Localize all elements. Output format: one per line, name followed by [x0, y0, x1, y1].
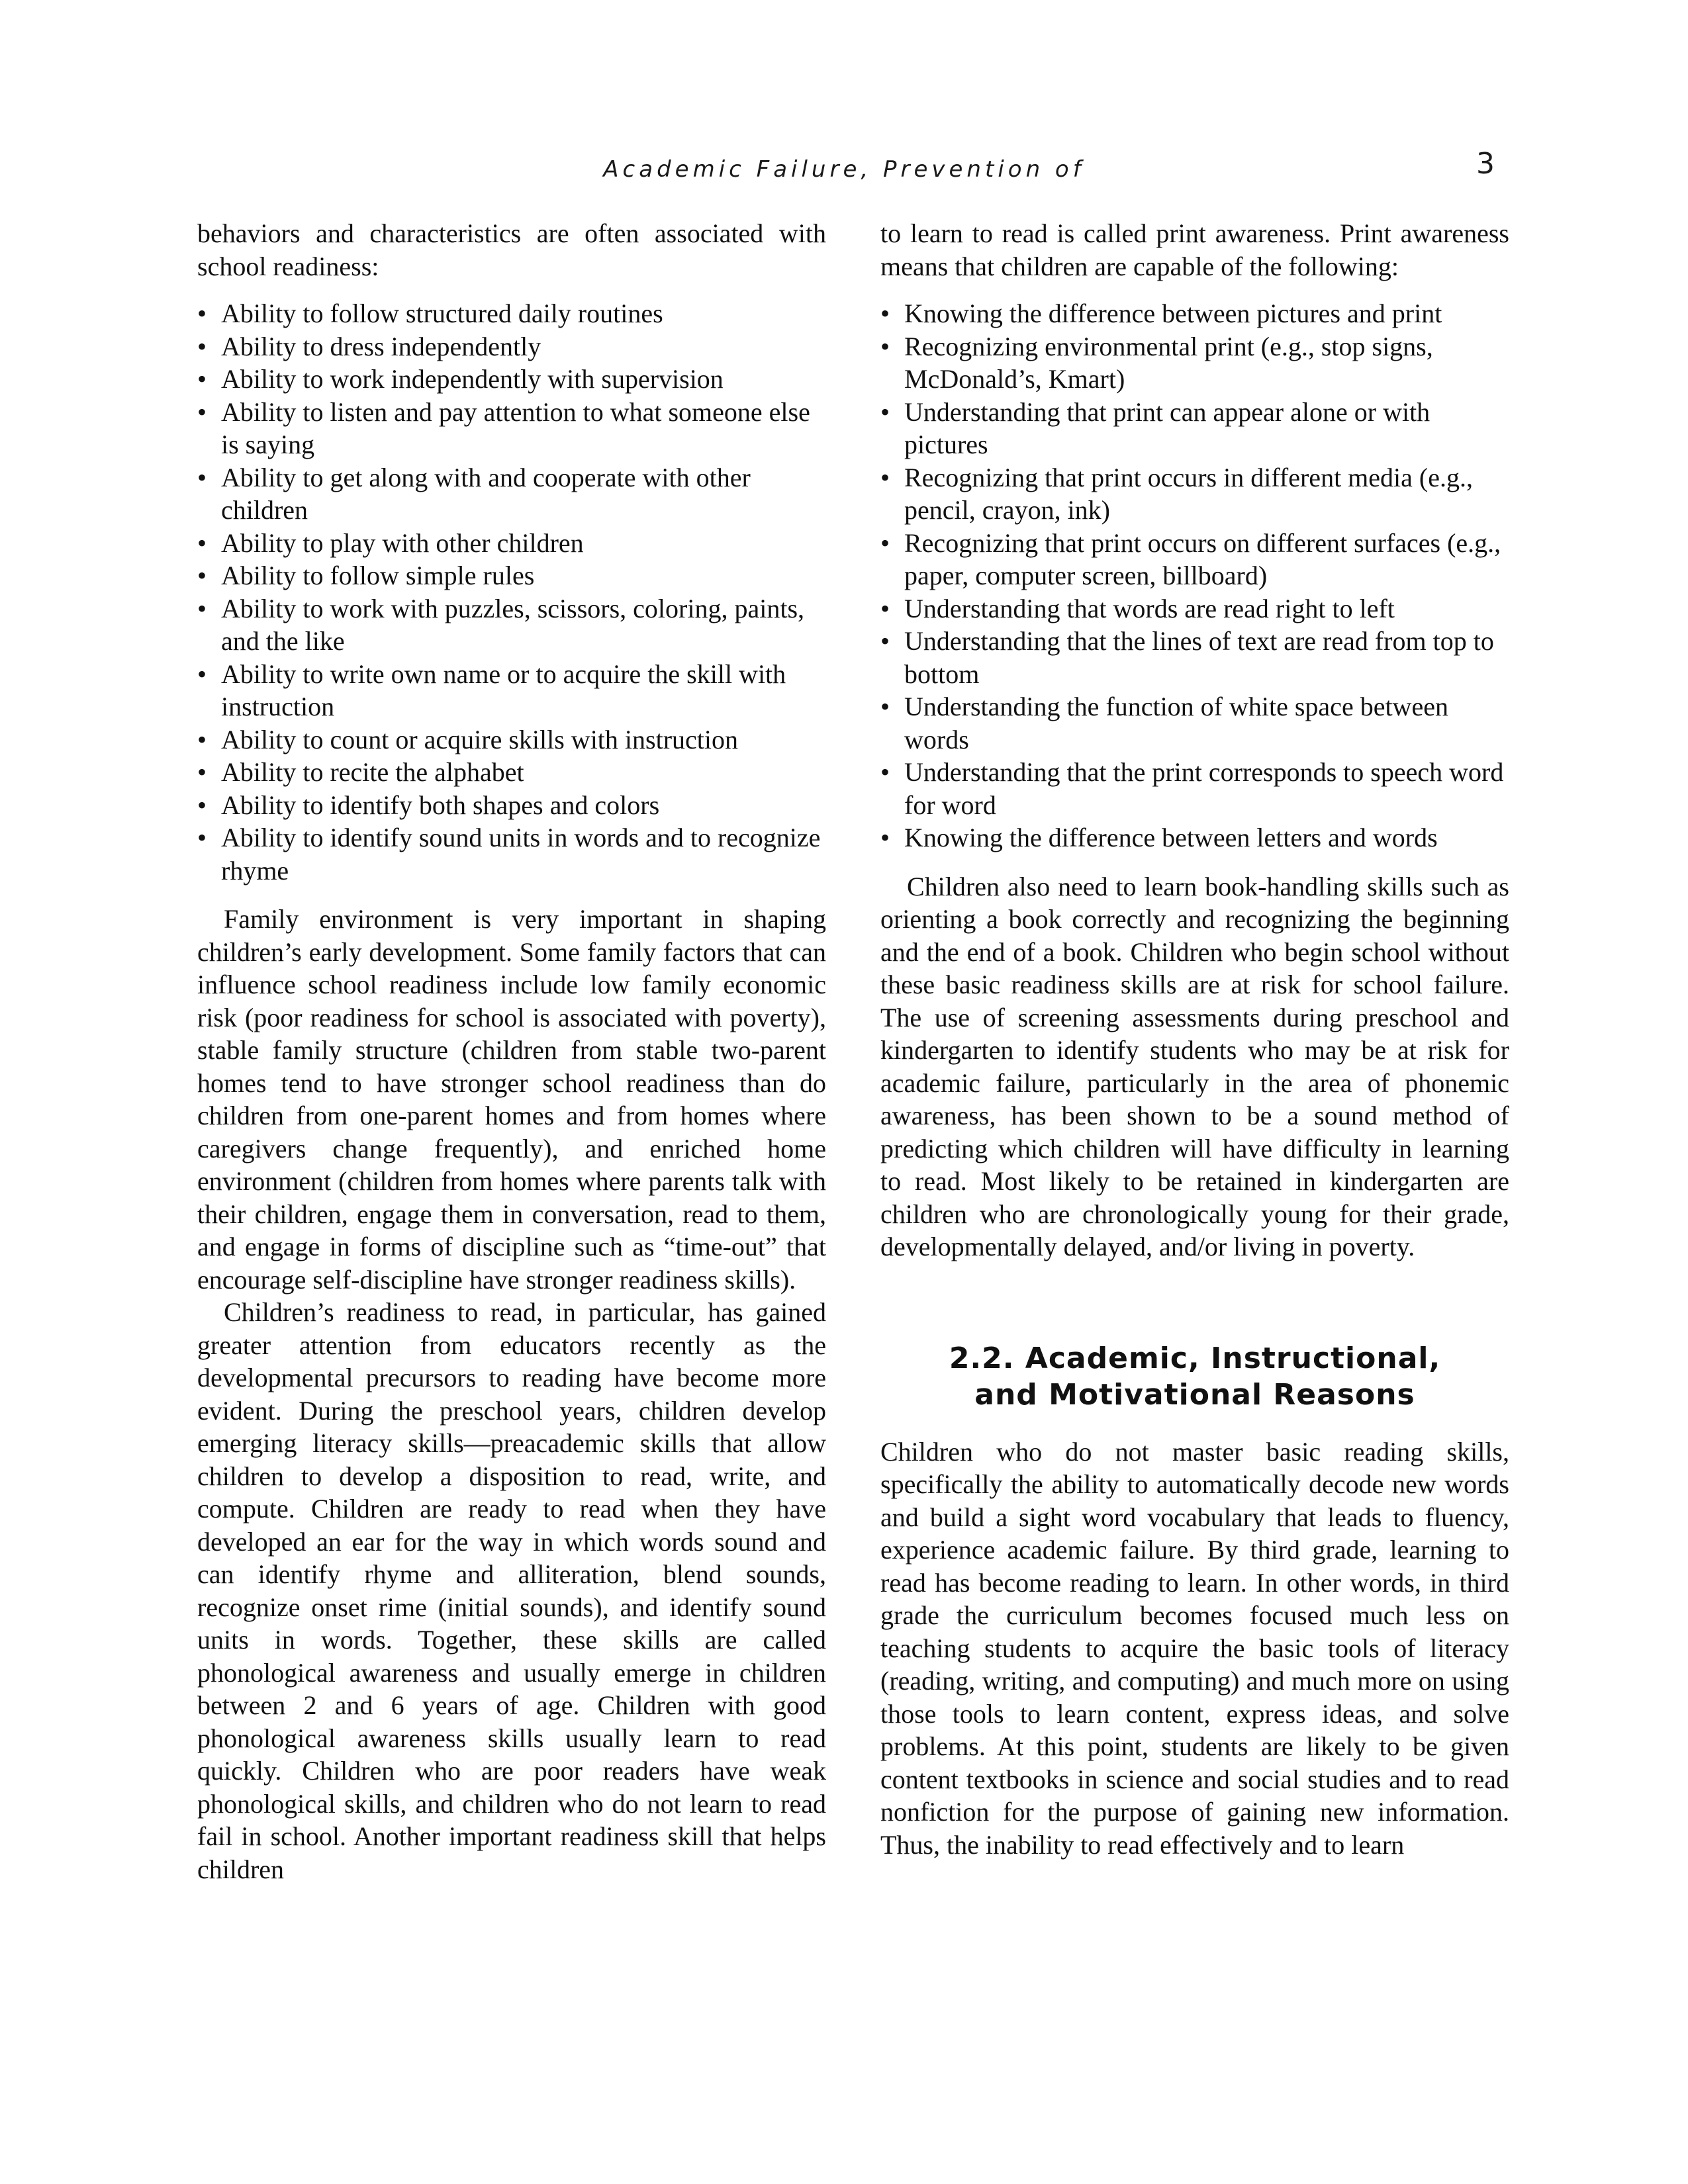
- list-item: • Ability to get along with and cooperate with other children: [197, 461, 826, 527]
- list-item: • Understanding that print can appear alone or with pictures: [880, 396, 1509, 461]
- list-item: • Knowing the difference between letters and words: [880, 821, 1509, 854]
- list-item: • Ability to recite the alphabet: [197, 756, 826, 789]
- book-handling-paragraph: Children also need to learn book-handling skills such as orienting a book correctly and recognizing the beginning and the end of a book. Children who begin school without these basic readiness skills are at risk for school failure. The use of screening assessments during preschool and kindergarten to identify students who may be at risk for academic failure, particularly in the area of phonemic awareness, has been shown to be a sound method of predicting which children will have difficulty in learning to read. Most likely to be retained in kindergarten are children who are chronologically young for their grade, developmentally delayed, and/or living in poverty.: [880, 871, 1509, 1261]
- running-header: Academic Failure, Prevention of: [603, 156, 1085, 183]
- section-heading: [880, 1340, 1509, 1413]
- list-item: • Ability to listen and pay attention to what someone else is saying: [197, 396, 826, 461]
- page-number: 3: [1476, 147, 1495, 181]
- list-item: • Recognizing that print occurs on different surfaces (e.g., paper, computer screen, billboard): [880, 527, 1509, 592]
- list-item: • Ability to follow simple rules: [197, 559, 826, 592]
- list-item: • Ability to play with other children: [197, 527, 826, 560]
- list-item: • Understanding that the print corresponds to speech word for word: [880, 756, 1509, 821]
- family-environment-paragraph: Family environment is very important in shaping children’s early development. Some family factors that can influence school readiness include low family economic risk (poor readiness for school is associated with poverty), stable family structure (children from stable two-parent homes tend to have stronger school readiness than do children from one-parent homes and from homes where caregivers change frequently), and enriched home environment (children from homes where parents talk with their children, engage them in conversation, read to them, and engage in forms of discipline such as “time-out” that encourage self-discipline have stronger readiness skills).: [197, 904, 826, 1295]
- reading-readiness-paragraph: Children’s readiness to read, in particular, has gained greater attention from educators recently as the developmental precursors to reading have become more evident. During the preschool years, children develop emerging literacy skills—preacademic skills that allow children to develop a disposition to read, write, and compute. Children are ready to read when they have developed an ear for the way in which words sound and can identify rhyme and alliteration, blend sounds, recognize onset rime (initial sounds), and identify sound units in words. Together, these skills are called phonological awareness and usually emerge in children between 2 and 6 years of age. Children with good phonological awareness skills usually learn to read quickly. Children who are poor readers have weak phonological skills, and children who do not learn to read fail in school. Another important readiness skill that helps children: [197, 1297, 826, 1884]
- list-item: • Ability to work independently with supervision: [197, 363, 826, 396]
- right-intro: to learn to read is called print awareness. Print awareness means that children are capable of the following:: [880, 218, 1509, 281]
- readiness-list: [197, 297, 826, 887]
- list-item: • Knowing the difference between pictures and print: [880, 297, 1509, 330]
- list-item: • Ability to identify both shapes and colors: [197, 789, 826, 822]
- list-item: • Recognizing environmental print (e.g., stop signs, McDonald’s, Kmart): [880, 330, 1509, 396]
- left-column: [197, 217, 826, 1886]
- section-heading-line: 2.2. Academic, Instructional,: [949, 1341, 1441, 1375]
- list-item: • Understanding that words are read right to left: [880, 592, 1509, 625]
- print-awareness-list: [880, 297, 1509, 854]
- left-intro: behaviors and characteristics are often associated with school readiness:: [197, 218, 826, 281]
- list-item: • Recognizing that print occurs in different media (e.g., pencil, crayon, ink): [880, 461, 1509, 527]
- list-item: • Understanding that the lines of text are read from top to bottom: [880, 625, 1509, 690]
- list-item: • Ability to write own name or to acquire the skill with instruction: [197, 658, 826, 723]
- list-item: • Ability to work with puzzles, scissors, coloring, paints, and the like: [197, 592, 826, 658]
- list-item: • Ability to dress independently: [197, 330, 826, 363]
- list-item: • Ability to follow structured daily routines: [197, 297, 826, 330]
- right-column: [880, 217, 1509, 1861]
- list-item: • Understanding the function of white space between words: [880, 690, 1509, 756]
- list-item: • Ability to count or acquire skills with instruction: [197, 723, 826, 756]
- section-heading-line: and Motivational Reasons: [974, 1377, 1415, 1412]
- academic-reasons-paragraph: Children who do not master basic reading skills, specifically the ability to automatically decode new words and build a sight word vocabulary that leads to fluency, experience academic failure. By third grade, learning to read has become reading to learn. In other words, in third grade the curriculum becomes focused much less on teaching students to acquire the basic tools of literacy (reading, writing, and computing) and much more on using those tools to learn content, express ideas, and solve problems. At this point, students are likely to be given content textbooks in science and social studies and to read nonfiction for the purpose of gaining new information. Thus, the inability to read effectively and to learn: [880, 1436, 1509, 1860]
- list-item: • Ability to identify sound units in words and to recognize rhyme: [197, 821, 826, 887]
